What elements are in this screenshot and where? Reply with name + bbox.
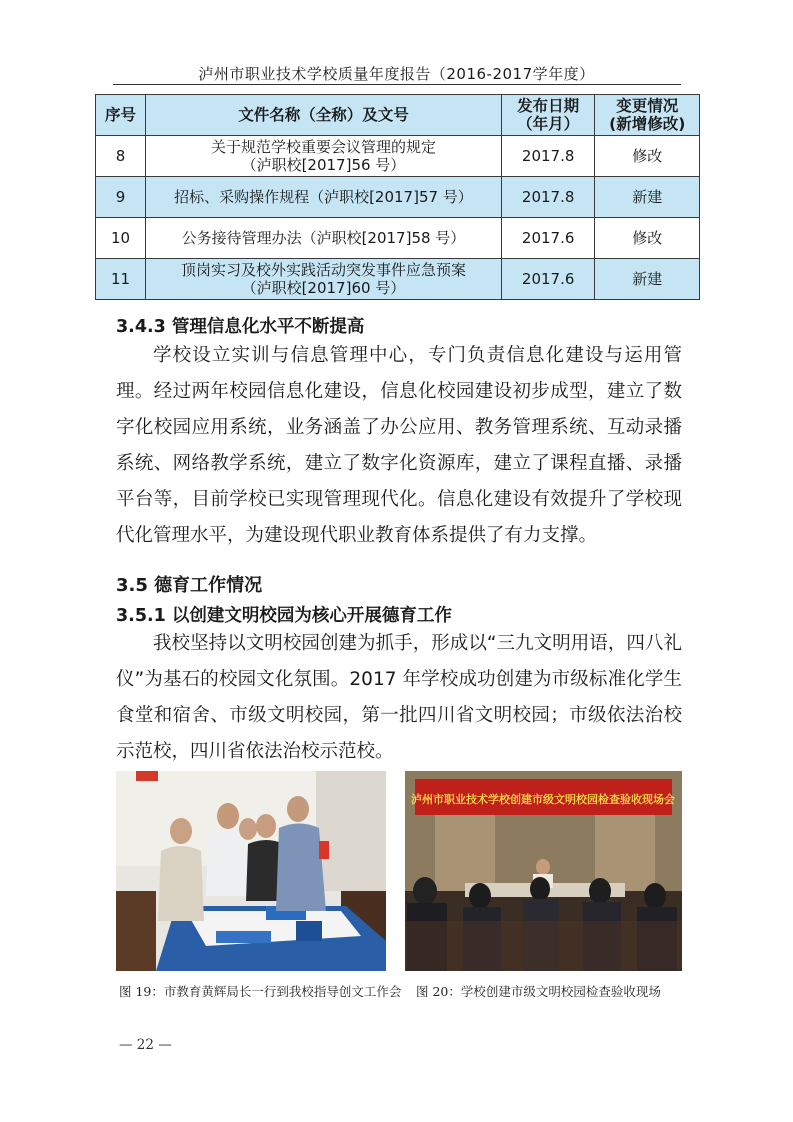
publish-date-header-line1: 发布日期 — [517, 97, 580, 115]
document-name — [145, 259, 501, 300]
publish-date: 2017.8 — [501, 177, 594, 218]
section-heading-3-4-3: 3.4.3 管理信息化水平不断提高 — [116, 317, 365, 337]
row-number: 10 — [96, 218, 146, 259]
section-paragraph-3-4-3: 学校设立实训与信息管理中心，专门负责信息化建设与运用管理。经过两年校园信息化建设，信息化校园建设初步成型，建立了数字化校园应用系统，业务涵盖了办公应用、教务管理系统、互动录播系统、网络教学系统，建立了数字化资源库，建立了课程直播、录播平台等，目前学校已实现管理现代化。信息化建设有效提升了学校现代化管理水平，为建设现代职业教育体系提供了有力支撑。 — [116, 345, 682, 546]
section-paragraph-3-5-1: 我校坚持以文明校园创建为抓手，形成以“三九文明用语，四八礼仪”为基石的校园文化氛围。2017 年学校成功创建为市级标准化学生食堂和宿舍、市级文明校园，第一批四川省文明校园；市级依法治校示范校，四川省依法治校示范校。 — [116, 633, 682, 762]
figure-20-banner-text: 泸州市职业技术学校创建市级文明校园检查验收现场会 — [411, 793, 675, 806]
document-name-line2: （泸职校[2017]60 号） — [241, 279, 406, 297]
page-number: — 22 — — [119, 1037, 172, 1053]
change-header-line1: 变更情况 — [616, 97, 679, 115]
change-status: 新建 — [595, 259, 700, 300]
publish-date-header-line2: （年月） — [517, 115, 580, 133]
document-name: 招标、采购操作规程（泸职校[2017]57 号） — [145, 177, 501, 218]
documents-table — [95, 94, 700, 300]
row-number: 11 — [96, 259, 146, 300]
table-row — [96, 177, 700, 218]
column-header-change-status — [595, 95, 700, 136]
table-header-row — [96, 95, 700, 136]
change-status: 新建 — [595, 177, 700, 218]
row-number: 9 — [96, 177, 146, 218]
table-row — [96, 218, 700, 259]
document-name-line2: （泸职校[2017]56 号） — [241, 156, 406, 174]
section-heading-3-5-1: 3.5.1 以创建文明校园为核心开展德育工作 — [116, 606, 452, 626]
table-row — [96, 136, 700, 177]
figure-20-caption: 图 20：学校创建市级文明校园检查验收现场 — [416, 984, 661, 999]
document-name — [145, 136, 501, 177]
table-row — [96, 259, 700, 300]
column-header-publish-date — [501, 95, 594, 136]
publish-date: 2017.8 — [501, 136, 594, 177]
figure-19-photo — [116, 771, 386, 971]
figure-19-caption: 图 19：市教育黄辉局长一行到我校指导创文工作会 — [119, 984, 402, 999]
figure-20-photo — [405, 771, 682, 971]
change-header-line2: (新增修改) — [609, 115, 686, 133]
document-name-line1: 关于规范学校重要会议管理的规定 — [210, 138, 436, 156]
row-number: 8 — [96, 136, 146, 177]
change-status: 修改 — [595, 136, 700, 177]
document-name-line1: 顶岗实习及校外实践活动突发事件应急预案 — [180, 261, 466, 279]
section-heading-3-5: 3.5 德育工作情况 — [116, 575, 263, 596]
document-name: 公务接待管理办法（泸职校[2017]58 号） — [145, 218, 501, 259]
page-header-title: 泸州市职业技术学校质量年度报告（2016-2017学年度） — [198, 65, 595, 83]
column-header-document-name: 文件名称（全称）及文号 — [145, 95, 501, 136]
publish-date: 2017.6 — [501, 259, 594, 300]
publish-date: 2017.6 — [501, 218, 594, 259]
header-divider — [113, 84, 681, 85]
column-header-number: 序号 — [96, 95, 146, 136]
change-status: 修改 — [595, 218, 700, 259]
